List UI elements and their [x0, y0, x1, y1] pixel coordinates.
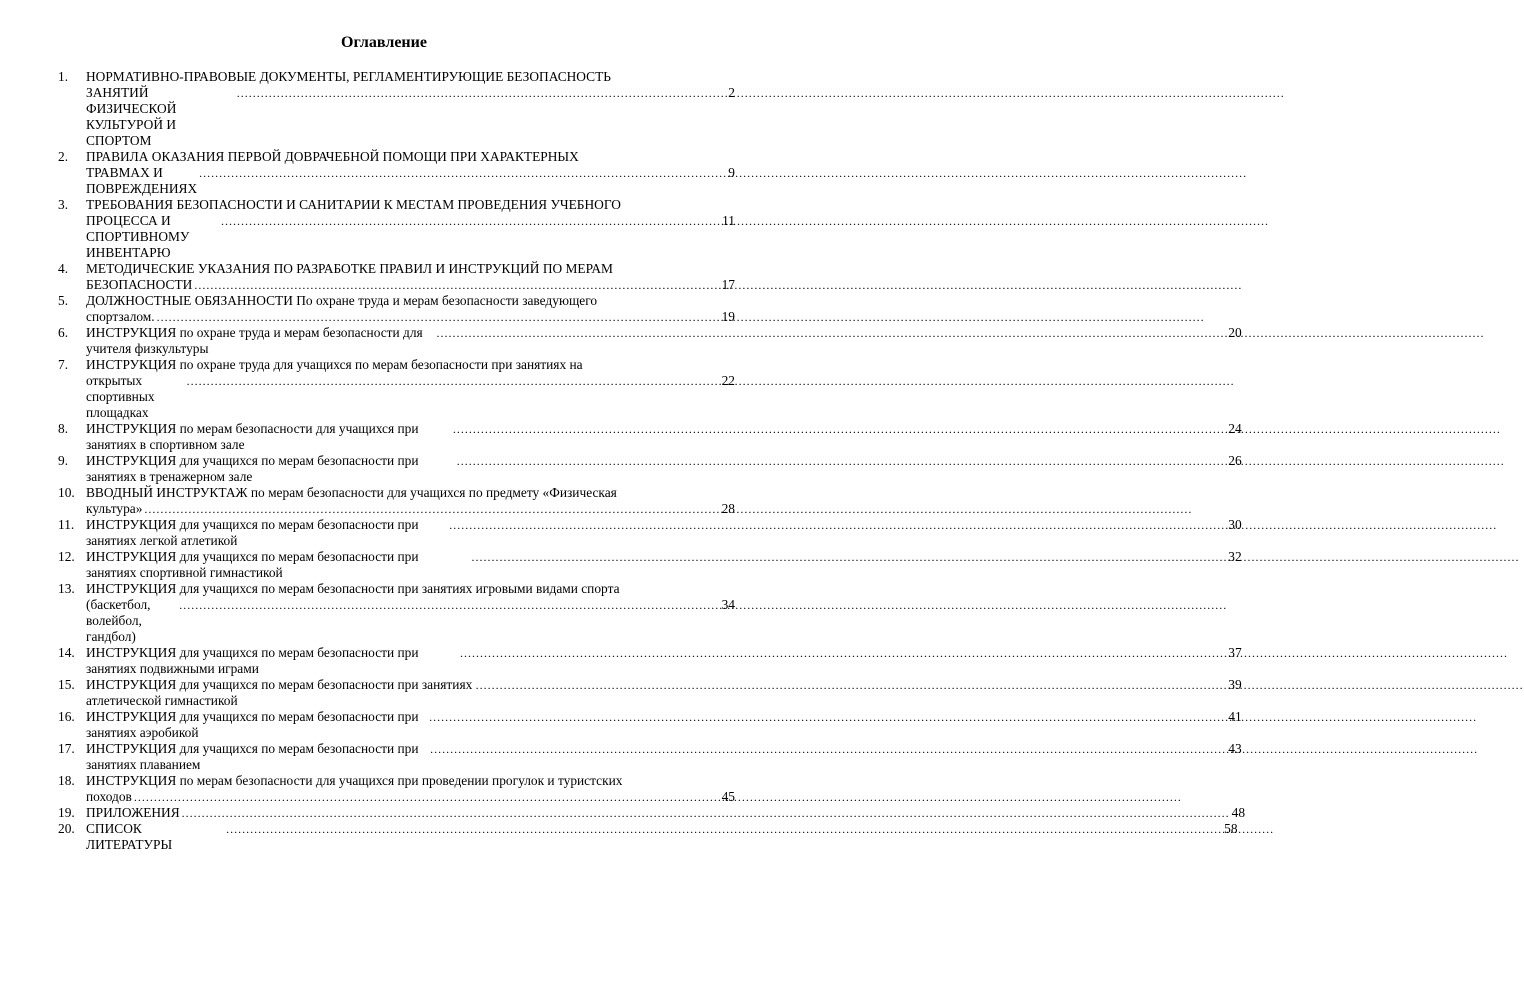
dot-leader: [157, 309, 720, 325]
toc-entry-number: 5.: [58, 293, 69, 308]
toc-entry-page-number: 37: [1228, 645, 1242, 660]
dot-leader: [226, 821, 1222, 837]
toc-entry-page-number: 41: [1228, 709, 1242, 724]
toc-entry-number: 8.: [58, 421, 69, 436]
dot-leader: [430, 741, 1226, 757]
toc-entry-title: ИНСТРУКЦИЯ для учащихся по мерам безопасности при занятиях в тренажерном зале: [86, 453, 419, 484]
toc-entry-title-continuation: БЕЗОПАСНОСТИ: [86, 277, 193, 292]
toc-entry-title-continuation: открытых спортивных площадках: [86, 373, 155, 420]
toc-entry[interactable]: [58, 325, 1242, 357]
toc-entry-title-continuation: (баскетбол, волейбол, гандбол): [86, 597, 151, 644]
toc-entry-page-number: 11: [722, 213, 735, 228]
toc-entry-page-number: 9: [728, 165, 735, 180]
toc-entry-title-continuation: культура»: [86, 501, 143, 516]
dot-leader: [237, 85, 727, 101]
toc-entry-number: 14.: [58, 645, 75, 660]
dot-leader: [194, 277, 719, 293]
toc-entry[interactable]: [58, 821, 1238, 853]
toc-entry-title: НОРМАТИВНО-ПРАВОВЫЕ ДОКУМЕНТЫ, РЕГЛАМЕНТИРУЮЩИЕ БЕЗОПАСНОСТЬ: [86, 69, 611, 84]
toc-entry[interactable]: [58, 517, 1242, 549]
toc-entry-number: 6.: [58, 325, 69, 340]
toc-entry-title: ИНСТРУКЦИЯ для учащихся по мерам безопасности при занятиях спортивной гимнастикой: [86, 549, 419, 580]
toc-entry-title: ПРАВИЛА ОКАЗАНИЯ ПЕРВОЙ ДОВРАЧЕБНОЙ ПОМОЩИ ПРИ ХАРАКТЕРНЫХ: [86, 149, 579, 164]
toc-entry[interactable]: [58, 261, 735, 293]
toc-entry[interactable]: [58, 293, 735, 325]
toc-entry-number: 15.: [58, 677, 75, 692]
toc-entry-title: ТРЕБОВАНИЯ БЕЗОПАСНОСТИ И САНИТАРИИ К МЕСТАМ ПРОВЕДЕНИЯ УЧЕБНОГО: [86, 197, 621, 212]
toc-entry-number: 12.: [58, 549, 75, 564]
toc-entry-title-continuation: спортзалом.: [86, 309, 155, 324]
toc-entry-title: ДОЛЖНОСТНЫЕ ОБЯЗАННОСТИ По охране труда и мерам безопасности заведующего: [86, 293, 598, 308]
toc-entry-number: 13.: [58, 581, 75, 596]
toc-entry[interactable]: [58, 805, 1246, 821]
dot-leader: [472, 549, 1227, 565]
dot-leader: [144, 501, 719, 517]
toc-entry-title: СПИСОК ЛИТЕРАТУРЫ: [86, 821, 173, 852]
toc-entry-page-number: 24: [1228, 421, 1242, 436]
toc-entry-page-number: 17: [721, 277, 735, 292]
toc-entry[interactable]: [58, 453, 1242, 485]
toc-entry-title: ИНСТРУКЦИЯ для учащихся по мерам безопасности при занятиях плаванием: [86, 741, 419, 772]
toc-entry-title: МЕТОДИЧЕСКИЕ УКАЗАНИЯ ПО РАЗРАБОТКЕ ПРАВИЛ И ИНСТРУКЦИЙ ПО МЕРАМ: [86, 261, 613, 276]
toc-entry[interactable]: [58, 677, 1242, 709]
toc-entry[interactable]: [58, 581, 735, 645]
toc-entry-page-number: 26: [1228, 453, 1242, 468]
dot-leader: [437, 325, 1227, 341]
toc-entry-number: 20.: [58, 821, 75, 836]
dot-leader: [199, 165, 726, 181]
toc-entry-page-number: 20: [1228, 325, 1242, 340]
toc-entry[interactable]: [58, 421, 1242, 453]
dot-leader: [221, 213, 720, 229]
toc-entry-page-number: 2: [728, 85, 735, 100]
toc-entry-page-number: 28: [721, 501, 735, 516]
dot-leader: [187, 373, 720, 389]
toc-entry-page-number: 43: [1228, 741, 1242, 756]
toc-entry[interactable]: [58, 69, 735, 149]
dot-leader: [182, 805, 1230, 821]
toc-entry-page-number: 30: [1228, 517, 1242, 532]
toc-entry-page-number: 58: [1224, 821, 1238, 836]
toc-entry[interactable]: [58, 485, 735, 517]
toc-entry-title: ИНСТРУКЦИЯ по мерам безопасности для учащихся при проведении прогулок и туристских: [86, 773, 623, 788]
toc-entry-page-number: 19: [721, 309, 735, 324]
toc-entry-number: 4.: [58, 261, 69, 276]
toc-entry[interactable]: [58, 549, 1242, 581]
toc-entry-title: ИНСТРУКЦИЯ для учащихся по мерам безопасности при занятиях аэробикой: [86, 709, 419, 740]
table-of-contents: [58, 69, 1246, 853]
toc-entry-number: 11.: [58, 517, 75, 532]
toc-entry-title-continuation: ПРОЦЕССА И СПОРТИВНОМУ ИНВЕНТАРЮ: [86, 213, 190, 260]
dot-leader: [453, 421, 1226, 437]
dot-leader: [429, 709, 1226, 725]
dot-leader: [449, 517, 1226, 533]
toc-entry-number: 18.: [58, 773, 75, 788]
page-title: Оглавление: [341, 34, 427, 51]
toc-entry[interactable]: [58, 197, 735, 261]
toc-entry-title: ИНСТРУКЦИЯ по охране труда для учащихся по мерам безопасности при занятиях на: [86, 357, 583, 372]
toc-entry-title: ИНСТРУКЦИЯ для учащихся по мерам безопасности при занятиях подвижными играми: [86, 645, 419, 676]
toc-entry-page-number: 22: [721, 373, 735, 388]
toc-entry-number: 3.: [58, 197, 69, 212]
toc-entry[interactable]: [58, 149, 735, 197]
toc-entry-title-continuation: ЗАНЯТИЙ ФИЗИЧЕСКОЙ КУЛЬТУРОЙ И СПОРТОМ: [86, 85, 177, 148]
toc-entry[interactable]: [58, 709, 1242, 741]
toc-entry-number: 1.: [58, 69, 69, 84]
dot-leader: [460, 645, 1226, 661]
toc-entry-page-number: 45: [721, 789, 735, 804]
toc-entry[interactable]: [58, 357, 735, 421]
toc-entry[interactable]: [58, 741, 1242, 773]
toc-entry-title: ИНСТРУКЦИЯ для учащихся по мерам безопасности при занятиях игровыми видами спорта: [86, 581, 620, 596]
toc-entry-title: ПРИЛОЖЕНИЯ: [86, 805, 180, 820]
dot-leader: [134, 789, 720, 805]
toc-entry-number: 10.: [58, 485, 75, 500]
toc-entry-title: ИНСТРУКЦИЯ по охране труда и мерам безопасности для учителя физкультуры: [86, 325, 423, 356]
toc-entry-title-continuation: походов: [86, 789, 132, 804]
dot-leader: [179, 597, 719, 613]
toc-entry[interactable]: [58, 773, 735, 805]
toc-entry-page-number: 34: [721, 597, 735, 612]
toc-entry-page-number: 32: [1228, 549, 1242, 564]
dot-leader: [457, 453, 1227, 469]
toc-entry-page-number: 39: [1228, 677, 1242, 692]
toc-entry-title: ИНСТРУКЦИЯ по мерам безопасности для учащихся при занятиях в спортивном зале: [86, 421, 419, 452]
toc-entry-number: 2.: [58, 149, 69, 164]
dot-leader: [476, 677, 1227, 693]
toc-entry-number: 17.: [58, 741, 75, 756]
toc-entry-number: 9.: [58, 453, 69, 468]
toc-entry-title-continuation: ТРАВМАХ И ПОВРЕЖДЕНИЯХ: [86, 165, 198, 196]
toc-entry-title: ИНСТРУКЦИЯ для учащихся по мерам безопасности при занятиях легкой атлетикой: [86, 517, 419, 548]
toc-entry-number: 7.: [58, 357, 69, 372]
toc-entry-title: ВВОДНЫЙ ИНСТРУКТАЖ по мерам безопасности для учащихся по предмету «Физическая: [86, 485, 617, 500]
toc-entry-title: ИНСТРУКЦИЯ для учащихся по мерам безопасности при занятиях атлетической гимнастикой: [86, 677, 473, 708]
toc-entry-page-number: 48: [1231, 805, 1246, 820]
toc-entry[interactable]: [58, 645, 1242, 677]
toc-entry-number: 19.: [58, 805, 75, 820]
toc-entry-number: 16.: [58, 709, 75, 724]
